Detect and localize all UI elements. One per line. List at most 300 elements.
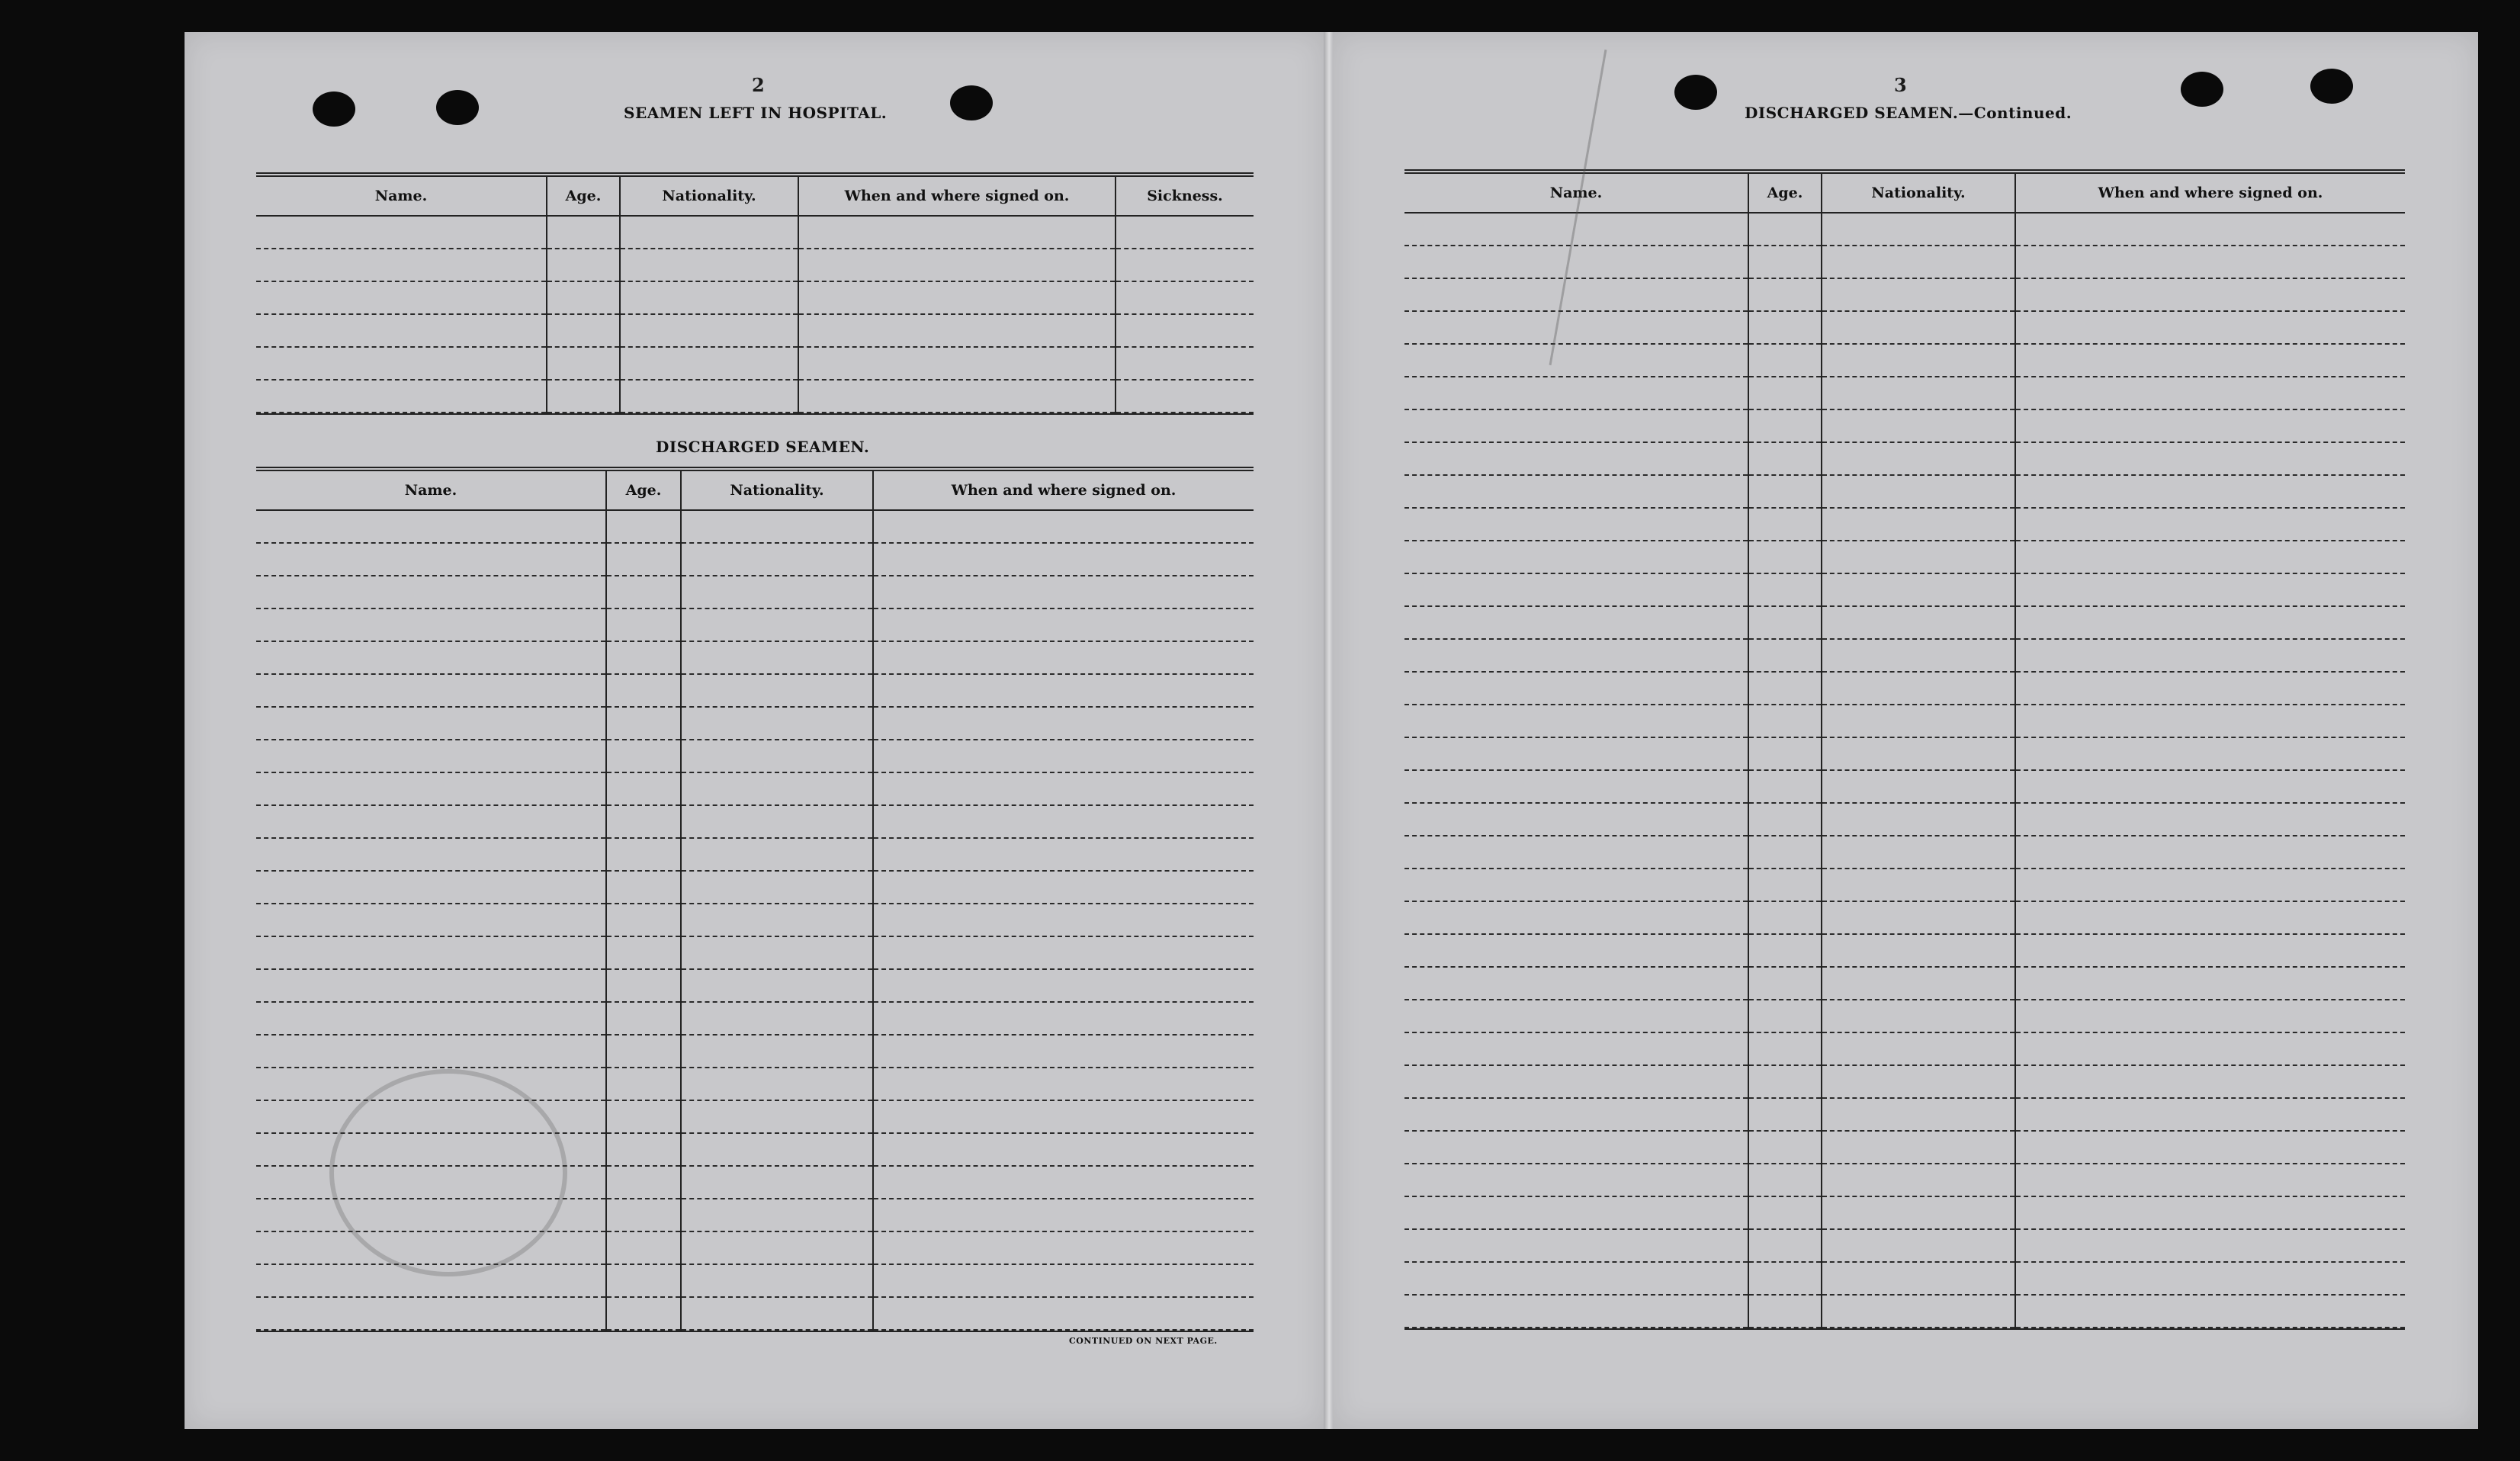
table-row: [1749, 705, 1821, 738]
table-row: [874, 1265, 1254, 1298]
table-row: [256, 348, 546, 381]
table-row: [1404, 705, 1748, 738]
table-row: [256, 708, 605, 740]
table-row: [2016, 1132, 2405, 1164]
table-row: [1749, 771, 1821, 804]
table-row: [607, 642, 680, 675]
table-row: [1822, 476, 2014, 509]
table-row: [2016, 1230, 2405, 1263]
table-row: [607, 970, 680, 1003]
table-row: [2016, 836, 2405, 869]
table-row: [2016, 1066, 2405, 1099]
table-row: [1749, 640, 1821, 673]
table-row: [1404, 246, 1748, 279]
table-row: [799, 249, 1115, 282]
table-row: [1116, 282, 1254, 315]
table-row: [1822, 771, 2014, 804]
table-row: [1404, 1000, 1748, 1033]
table-row: [2016, 771, 2405, 804]
table-row: [1404, 968, 1748, 1000]
table-row: [607, 544, 680, 576]
table-row: [607, 1101, 680, 1134]
table-row: [874, 1199, 1254, 1232]
table-row: [607, 1068, 680, 1101]
table-row: [1749, 1033, 1821, 1066]
table-row: [1404, 1099, 1748, 1132]
table-row: [1822, 574, 2014, 607]
table-row: [682, 1036, 872, 1068]
table-row: [607, 839, 680, 872]
table-row: [1749, 836, 1821, 869]
table-row: [547, 348, 619, 381]
table-row: [256, 544, 605, 576]
table-row: [256, 217, 546, 249]
table-row: [1116, 348, 1254, 381]
table-column: [682, 511, 874, 1331]
table-row: [607, 675, 680, 708]
table-row: [1822, 1099, 2014, 1132]
table-row: [2016, 640, 2405, 673]
table-row: [2016, 541, 2405, 574]
table-row: [1404, 869, 1748, 902]
table-row: [607, 740, 680, 773]
table-row: [682, 1101, 872, 1134]
table-row: [1404, 279, 1748, 312]
table-row: [682, 937, 872, 970]
page-number-left: 2: [752, 74, 765, 96]
table-row: [2016, 1296, 2405, 1328]
punch-hole: [313, 92, 355, 127]
table-row: [682, 872, 872, 904]
table-row: [2016, 1099, 2405, 1132]
table-row: [1404, 476, 1748, 509]
table-row: [682, 1265, 872, 1298]
table-column: [256, 217, 547, 413]
table-row: [1404, 377, 1748, 410]
table-row: [1404, 1164, 1748, 1197]
hospital-table-header: [256, 177, 1254, 217]
table-row: [2016, 574, 2405, 607]
header-when-where: When and where signed on.: [799, 177, 1116, 215]
page-number-right: 3: [1894, 74, 1907, 96]
table-row: [1822, 246, 2014, 279]
table-row: [1404, 1263, 1748, 1296]
table-row: [1749, 935, 1821, 968]
table-row: [874, 1167, 1254, 1199]
table-row: [874, 511, 1254, 544]
table-row: [1404, 312, 1748, 345]
hospital-table: [256, 172, 1254, 415]
right-page: [1333, 32, 2478, 1429]
table-row: [1749, 869, 1821, 902]
table-row: [1404, 607, 1748, 640]
table-row: [1822, 1197, 2014, 1230]
discharged-section-title: DISCHARGED SEAMEN.: [656, 438, 870, 456]
table-row: [1822, 443, 2014, 476]
table-row: [2016, 869, 2405, 902]
table-row: [256, 249, 546, 282]
table-row: [256, 1036, 605, 1068]
header-nationality: Nationality.: [682, 471, 874, 509]
table-row: [799, 282, 1115, 315]
table-row: [1404, 1132, 1748, 1164]
table-row: [1822, 1000, 2014, 1033]
punch-hole: [436, 90, 479, 125]
table-row: [607, 609, 680, 642]
table-row: [1749, 377, 1821, 410]
table-row: [1749, 1099, 1821, 1132]
table-row: [874, 839, 1254, 872]
table-row: [1116, 217, 1254, 249]
table-row: [2016, 410, 2405, 443]
table-row: [607, 1003, 680, 1036]
table-row: [682, 675, 872, 708]
table-row: [682, 970, 872, 1003]
header-when-where: When and where signed on.: [951, 482, 1177, 499]
table-row: [1749, 214, 1821, 246]
table-row: [256, 1003, 605, 1036]
table-row: [1116, 381, 1254, 413]
table-row: [1404, 902, 1748, 935]
table-column: [874, 511, 1254, 1331]
header-age: Age.: [1749, 174, 1822, 212]
table-row: [2016, 312, 2405, 345]
table-column: [1749, 214, 1822, 1328]
table-row: [2016, 279, 2405, 312]
table-row: [1116, 249, 1254, 282]
table-row: [621, 348, 798, 381]
table-row: [874, 872, 1254, 904]
table-row: [799, 315, 1115, 348]
table-row: [607, 872, 680, 904]
table-row: [607, 1134, 680, 1167]
table-row: [256, 642, 605, 675]
table-row: [874, 740, 1254, 773]
continued-note: CONTINUED ON NEXT PAGE.: [1069, 1336, 1218, 1346]
table-row: [874, 970, 1254, 1003]
table-row: [256, 282, 546, 315]
table-row: [1404, 673, 1748, 705]
table-row: [1404, 410, 1748, 443]
table-row: [1749, 1296, 1821, 1328]
punch-hole: [950, 85, 993, 120]
table-row: [682, 511, 872, 544]
table-column: [1404, 214, 1749, 1328]
table-row: [682, 1199, 872, 1232]
table-row: [682, 1298, 872, 1331]
table-row: [682, 839, 872, 872]
table-row: [607, 1036, 680, 1068]
table-row: [607, 773, 680, 806]
table-row: [682, 576, 872, 609]
table-row: [2016, 968, 2405, 1000]
table-row: [2016, 738, 2405, 771]
table-row: [547, 282, 619, 315]
table-row: [2016, 1033, 2405, 1066]
table-row: [256, 839, 605, 872]
table-row: [1404, 804, 1748, 836]
table-row: [607, 708, 680, 740]
table-row: [874, 1134, 1254, 1167]
table-row: [621, 315, 798, 348]
table-row: [1749, 1263, 1821, 1296]
table-row: [607, 904, 680, 937]
table-row: [607, 1298, 680, 1331]
table-row: [1822, 345, 2014, 377]
table-row: [1749, 1132, 1821, 1164]
table-row: [1749, 410, 1821, 443]
table-row: [607, 1232, 680, 1265]
table-row: [547, 381, 619, 413]
table-row: [1822, 804, 2014, 836]
table-row: [1822, 902, 2014, 935]
table-row: [256, 576, 605, 609]
table-column: [1822, 214, 2016, 1328]
table-row: [1822, 279, 2014, 312]
table-row: [1749, 509, 1821, 541]
table-row: [874, 1068, 1254, 1101]
table-column: [799, 217, 1116, 413]
table-column: [607, 511, 682, 1331]
table-row: [621, 282, 798, 315]
table-row: [256, 806, 605, 839]
table-row: [256, 511, 605, 544]
table-row: [1749, 1066, 1821, 1099]
table-row: [1822, 1263, 2014, 1296]
table-row: [682, 904, 872, 937]
discharged-continued-title: DISCHARGED SEAMEN.—Continued.: [1745, 104, 2072, 122]
table-row: [607, 1167, 680, 1199]
table-row: [2016, 705, 2405, 738]
table-row: [2016, 345, 2405, 377]
table-row: [1822, 1296, 2014, 1328]
table-row: [1749, 673, 1821, 705]
punch-hole: [1674, 75, 1717, 110]
table-row: [1404, 836, 1748, 869]
table-row: [256, 315, 546, 348]
table-row: [1822, 607, 2014, 640]
header-age: Age.: [607, 471, 682, 509]
hospital-section-title: SEAMEN LEFT IN HOSPITAL.: [624, 104, 888, 122]
table-row: [1404, 738, 1748, 771]
table-row: [682, 544, 872, 576]
table-row: [874, 1232, 1254, 1265]
table-row: [2016, 509, 2405, 541]
table-row: [1749, 902, 1821, 935]
table-row: [1822, 214, 2014, 246]
table-row: [682, 642, 872, 675]
table-row: [1404, 541, 1748, 574]
table-row: [2016, 902, 2405, 935]
punch-hole: [2310, 69, 2353, 104]
table-row: [1822, 312, 2014, 345]
table-row: [682, 708, 872, 740]
left-page: [185, 32, 1324, 1429]
table-row: [1749, 312, 1821, 345]
table-row: [2016, 1164, 2405, 1197]
table-row: [874, 544, 1254, 576]
table-column: [1116, 217, 1254, 413]
table-row: [1749, 607, 1821, 640]
table-row: [1749, 574, 1821, 607]
table-row: [1749, 246, 1821, 279]
page-gutter: [1324, 32, 1333, 1429]
table-row: [1822, 1132, 2014, 1164]
table-row: [1822, 1066, 2014, 1099]
table-row: [256, 872, 605, 904]
table-row: [2016, 476, 2405, 509]
table-row: [682, 1068, 872, 1101]
table-row: [607, 806, 680, 839]
table-row: [1404, 1296, 1748, 1328]
table-row: [1749, 443, 1821, 476]
table-row: [621, 381, 798, 413]
table-row: [607, 576, 680, 609]
table-row: [1749, 1230, 1821, 1263]
table-row: [256, 609, 605, 642]
table-row: [1822, 1164, 2014, 1197]
table-row: [799, 217, 1115, 249]
table-row: [1404, 771, 1748, 804]
table-row: [1404, 1230, 1748, 1263]
header-name: Name.: [256, 471, 607, 509]
table-row: [2016, 377, 2405, 410]
table-row: [874, 1298, 1254, 1331]
table-row: [2016, 1263, 2405, 1296]
table-row: [256, 1298, 605, 1331]
table-row: [1822, 1230, 2014, 1263]
table-row: [1749, 738, 1821, 771]
table-row: [1822, 377, 2014, 410]
header-age: Age.: [547, 177, 621, 215]
table-row: [1822, 738, 2014, 771]
table-row: [1749, 1000, 1821, 1033]
table-row: [1404, 1066, 1748, 1099]
table-row: [874, 1101, 1254, 1134]
discharged-continued-header: [1404, 174, 2405, 214]
table-row: [874, 609, 1254, 642]
header-name: Name.: [256, 177, 547, 215]
header-nationality: Nationality.: [1822, 174, 2016, 212]
table-row: [1404, 640, 1748, 673]
table-row: [1749, 279, 1821, 312]
punch-hole: [2181, 72, 2223, 107]
table-row: [1749, 345, 1821, 377]
table-row: [2016, 804, 2405, 836]
hospital-table-body: [256, 217, 1254, 413]
table-row: [874, 1036, 1254, 1068]
table-row: [1749, 1164, 1821, 1197]
table-row: [874, 806, 1254, 839]
table-row: [256, 904, 605, 937]
table-row: [874, 1003, 1254, 1036]
table-row: [2016, 673, 2405, 705]
table-row: [607, 937, 680, 970]
table-row: [874, 576, 1254, 609]
table-row: [607, 511, 680, 544]
header-when-where: When and where signed on.: [2098, 185, 2323, 201]
table-row: [1822, 509, 2014, 541]
table-row: [1822, 541, 2014, 574]
faded-stamp: [329, 1069, 567, 1276]
table-row: [2016, 1197, 2405, 1230]
table-row: [1404, 1033, 1748, 1066]
table-row: [1749, 968, 1821, 1000]
table-row: [256, 675, 605, 708]
table-row: [547, 217, 619, 249]
discharged-continued-body: [1404, 214, 2405, 1328]
table-row: [2016, 443, 2405, 476]
table-row: [874, 937, 1254, 970]
table-row: [547, 315, 619, 348]
table-row: [607, 1265, 680, 1298]
table-row: [2016, 607, 2405, 640]
table-row: [1822, 968, 2014, 1000]
table-row: [682, 740, 872, 773]
table-row: [607, 1199, 680, 1232]
table-row: [874, 642, 1254, 675]
table-row: [1404, 443, 1748, 476]
header-sickness: Sickness.: [1147, 188, 1223, 204]
table-row: [874, 708, 1254, 740]
table-row: [1404, 345, 1748, 377]
table-row: [256, 937, 605, 970]
table-column: [2016, 214, 2405, 1328]
table-row: [1749, 804, 1821, 836]
header-nationality: Nationality.: [621, 177, 799, 215]
table-row: [1822, 1033, 2014, 1066]
table-row: [874, 904, 1254, 937]
table-row: [1404, 574, 1748, 607]
table-row: [874, 675, 1254, 708]
discharged-table-header: [256, 471, 1254, 511]
table-row: [621, 217, 798, 249]
table-column: [547, 217, 621, 413]
table-column: [621, 217, 799, 413]
table-row: [256, 381, 546, 413]
table-row: [1822, 935, 2014, 968]
table-row: [1404, 935, 1748, 968]
table-row: [1404, 1197, 1748, 1230]
table-row: [682, 1134, 872, 1167]
table-row: [621, 249, 798, 282]
table-row: [1822, 836, 2014, 869]
table-row: [1822, 869, 2014, 902]
table-row: [799, 381, 1115, 413]
table-row: [1404, 509, 1748, 541]
table-row: [1749, 476, 1821, 509]
table-row: [682, 609, 872, 642]
table-row: [2016, 1000, 2405, 1033]
table-row: [682, 1167, 872, 1199]
table-row: [1822, 410, 2014, 443]
table-row: [256, 740, 605, 773]
table-row: [256, 773, 605, 806]
table-row: [1749, 1197, 1821, 1230]
table-row: [874, 773, 1254, 806]
table-row: [2016, 246, 2405, 279]
table-row: [682, 1003, 872, 1036]
table-row: [799, 348, 1115, 381]
header-name: Name.: [1404, 174, 1749, 212]
table-row: [1822, 705, 2014, 738]
table-row: [2016, 935, 2405, 968]
table-row: [1822, 640, 2014, 673]
table-row: [2016, 214, 2405, 246]
table-row: [682, 1232, 872, 1265]
table-row: [256, 970, 605, 1003]
table-row: [1116, 315, 1254, 348]
